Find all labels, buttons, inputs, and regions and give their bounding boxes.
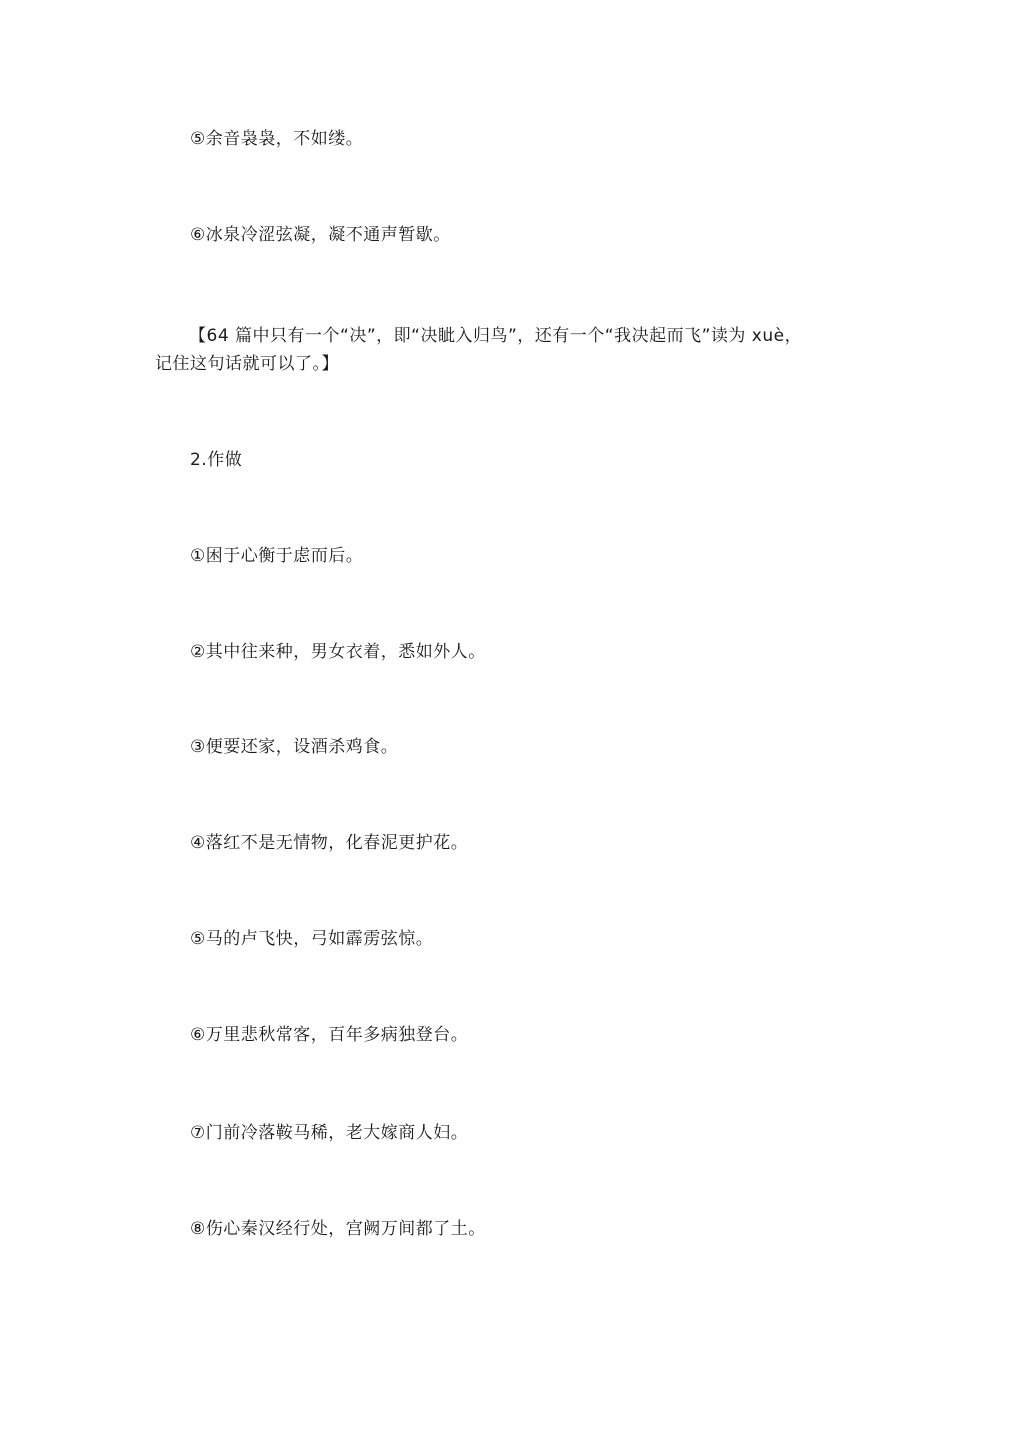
note-line: 记住这句话就可以了。】: [155, 354, 339, 374]
section-heading: 2.作做: [190, 450, 243, 470]
list-item: ④落红不是无情物，化春泥更护花。: [190, 833, 469, 853]
list-item: ②其中往来种，男女衣着，悉如外人。: [190, 642, 486, 662]
list-item: ⑧伤心秦汉经行处，宫阙万间都了土。: [190, 1219, 486, 1239]
note-line: 【64 篇中只有一个“决”，即“决眦入归鸟”，还有一个“我决起而飞”读为 xuè，: [189, 326, 803, 346]
list-item: ⑤马的卢飞快，弓如霹雳弦惊。: [190, 929, 434, 949]
list-item: ①困于心衡于虑而后。: [190, 546, 364, 566]
list-item: ⑥万里悲秋常客，百年多病独登台。: [190, 1025, 469, 1045]
list-item: ⑦门前冷落鞍马稀，老大嫁商人妇。: [190, 1123, 469, 1143]
text-line: ⑥冰泉冷涩弦凝，凝不通声暂歇。: [190, 225, 451, 245]
note-paragraph: [155, 322, 875, 378]
text-line: ⑤余音袅袅，不如缕。: [190, 129, 364, 149]
list-item: ③便要还家，设酒杀鸡食。: [190, 737, 399, 757]
